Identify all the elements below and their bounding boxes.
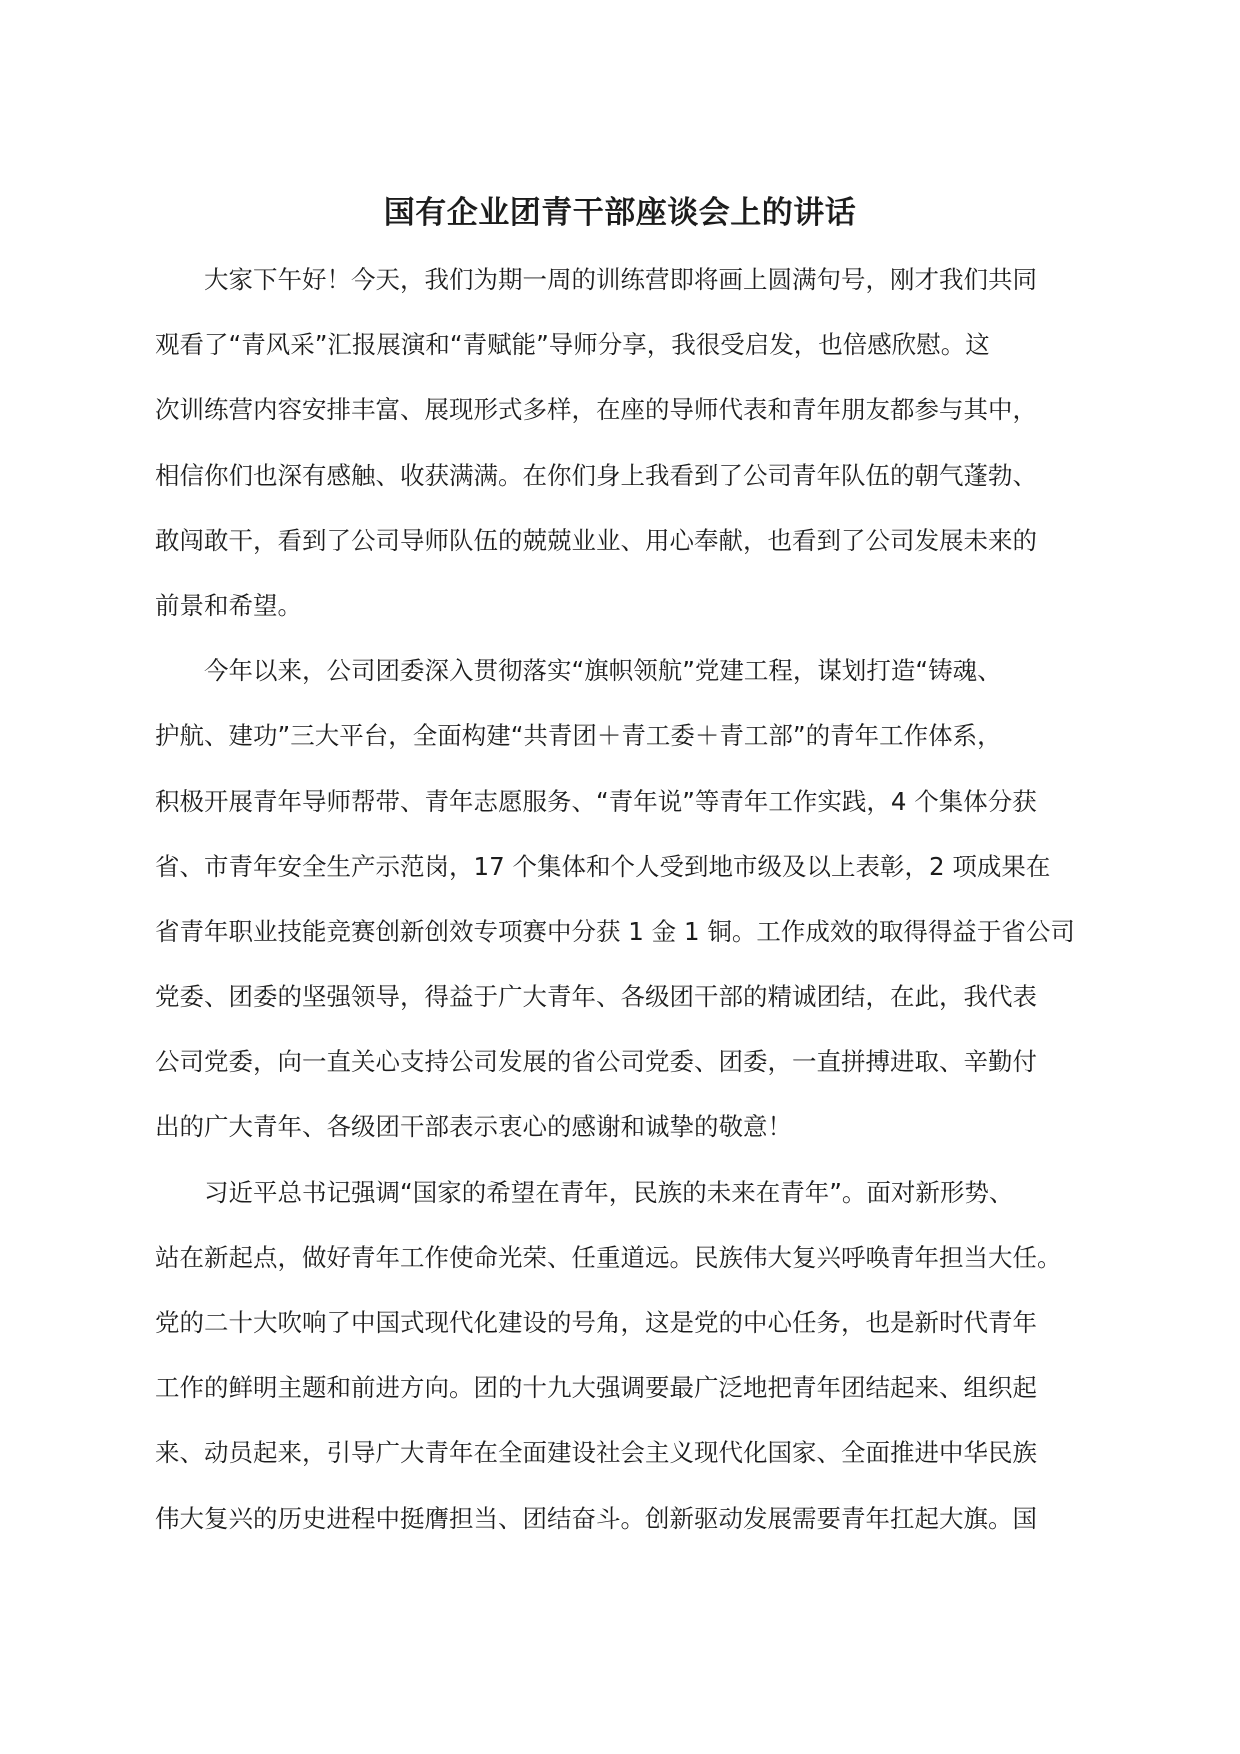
- text-line: 前景和希望。: [155, 590, 302, 620]
- text-line: 积极开展青年导师帮带、青年志愿服务、“青年说”等青年工作实践，4 个集体分获: [155, 786, 1037, 816]
- text-line: 次训练营内容安排丰富、展现形式多样，在座的导师代表和青年朋友都参与其中，: [155, 395, 1037, 425]
- document-body: [155, 256, 1085, 1560]
- text-line: 习近平总书记强调“国家的希望在青年，民族的未来在青年”。面对新形势、: [204, 1177, 1014, 1207]
- text-line: 相信你们也深有感触、收获满满。在你们身上我看到了公司青年队伍的朝气蓬勃、: [155, 460, 1037, 490]
- text-line: 公司党委，向一直关心支持公司发展的省公司党委、团委，一直拼搏进取、辛勤付: [155, 1047, 1037, 1077]
- text-line: 今年以来，公司团委深入贯彻落实“旗帜领航”党建工程，谋划打造“铸魂、: [204, 656, 1002, 686]
- paragraph-achievements: [155, 647, 1085, 1169]
- text-line: 工作的鲜明主题和前进方向。团的十九大强调要最广泛地把青年团结起来、组织起: [155, 1373, 1037, 1403]
- text-line: 党委、团委的坚强领导，得益于广大青年、各级团干部的精诚团结，在此，我代表: [155, 982, 1037, 1012]
- document-title: 国有企业团青干部座谈会上的讲话: [383, 195, 857, 231]
- text-line: 来、动员起来，引导广大青年在全面建设社会主义现代化国家、全面推进中华民族: [155, 1438, 1037, 1468]
- text-line: 敢闯敢干，看到了公司导师队伍的兢兢业业、用心奉献，也看到了公司发展未来的: [155, 525, 1037, 555]
- text-line: 出的广大青年、各级团干部表示衷心的感谢和诚挚的敬意！: [155, 1112, 792, 1142]
- paragraph-mission: [155, 1169, 1085, 1560]
- text-line: 站在新起点，做好青年工作使命光荣、任重道远。民族伟大复兴呼唤青年担当大任。: [155, 1242, 1062, 1272]
- text-line: 省青年职业技能竞赛创新创效专项赛中分获 1 金 1 铜。工作成效的取得得益于省公司: [155, 916, 1075, 946]
- text-line: 省、市青年安全生产示范岗，17 个集体和个人受到地市级及以上表彰，2 项成果在: [155, 851, 1051, 881]
- text-line: 党的二十大吹响了中国式现代化建设的号角，这是党的中心任务，也是新时代青年: [155, 1308, 1037, 1337]
- text-line: 护航、建功”三大平台，全面构建“共青团＋青工委＋青工部”的青年工作体系，: [155, 721, 1002, 751]
- text-line: 观看了“青风采”汇报展演和“青赋能”导师分享，我很受启发，也倍感欣慰。这: [155, 330, 990, 360]
- text-line: 大家下午好！今天，我们为期一周的训练营即将画上圆满句号，刚才我们共同: [204, 265, 1037, 294]
- text-line: 伟大复兴的历史进程中挺膺担当、团结奋斗。创新驱动发展需要青年扛起大旗。国: [155, 1503, 1037, 1533]
- paragraph-opening: [155, 256, 1085, 647]
